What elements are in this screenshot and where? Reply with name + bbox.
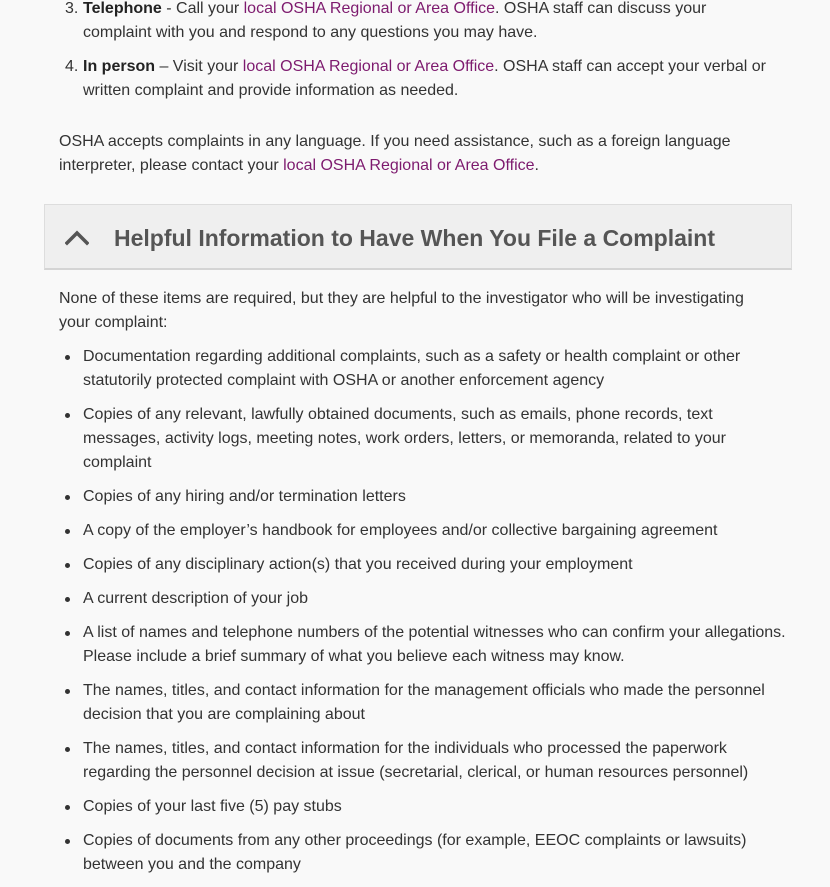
list-item-text: Copies of documents from any other proceedings (for example, EEOC complaints or lawsuits) between you and the company: [83, 832, 747, 873]
bullet-icon: [65, 495, 70, 500]
bullet-icon: [65, 529, 70, 534]
list-item-text: Copies of your last five (5) pay stubs: [83, 798, 342, 815]
chevron-up-icon[interactable]: [65, 225, 89, 249]
list-item-text: The names, titles, and contact information for the individuals who processed the paperwork regarding the personnel decision at issue (secretarial, clerical, or human resources personnel): [83, 740, 749, 781]
filing-methods-list: [59, 0, 779, 113]
list-item: [59, 485, 789, 509]
list-number: 4.: [65, 58, 79, 75]
list-item: [59, 403, 789, 475]
list-item: [59, 345, 789, 393]
bullet-icon: [65, 839, 70, 844]
accordion-header[interactable]: [44, 204, 792, 270]
list-item: [59, 0, 779, 45]
local-office-link[interactable]: local OSHA Regional or Area Office: [283, 157, 535, 174]
bullet-icon: [65, 355, 70, 360]
method-label: Telephone: [83, 0, 162, 17]
method-text: . OSHA staff can discuss your complaint with you and respond to any questions you may have.: [83, 0, 707, 41]
bullet-icon: [65, 597, 70, 602]
local-office-link[interactable]: local OSHA Regional or Area Office: [242, 58, 495, 75]
bullet-icon: [65, 563, 70, 568]
list-item-text: The names, titles, and contact information for the management officials who made the personnel decision that you are complaining about: [83, 682, 765, 723]
list-item: [59, 679, 789, 727]
list-item-text: A current description of your job: [83, 590, 309, 607]
bullet-icon: [65, 747, 70, 752]
list-item-text: Copies of any disciplinary action(s) that you received during your employment: [83, 556, 633, 573]
method-text: - Call your: [161, 0, 244, 17]
accordion-intro: None of these items are required, but they are helpful to the investigator who will be investigating your complaint:: [59, 290, 744, 331]
bullet-icon: [65, 689, 70, 694]
list-item-text: A copy of the employer’s handbook for employees and/or collective bargaining agreement: [83, 522, 718, 539]
helpful-items-list: [59, 345, 789, 887]
list-item: [59, 621, 789, 669]
local-office-link[interactable]: local OSHA Regional or Area Office: [243, 0, 496, 17]
method-label: In person: [83, 58, 156, 75]
bullet-icon: [65, 413, 70, 418]
language-note: [59, 130, 779, 178]
list-item-text: A list of names and telephone numbers of the potential witnesses who can confirm your allegations. Please include a brief summary of what you believe each witness may know.: [83, 624, 786, 665]
list-item: [59, 553, 789, 577]
accordion-title[interactable]: Helpful Information to Have When You File a Complaint: [114, 225, 716, 251]
list-item: [59, 829, 789, 877]
list-item: [59, 737, 789, 785]
list-item: [59, 55, 779, 103]
list-item-text: Copies of any relevant, lawfully obtained documents, such as emails, phone records, text messages, activity logs, meeting notes, work orders, letters, or memoranda, related to your complaint: [83, 406, 726, 471]
list-number: 3.: [65, 0, 79, 17]
bullet-icon: [65, 631, 70, 636]
list-item: [59, 519, 789, 543]
method-text: . OSHA staff can accept your verbal or written complaint and provide information as needed.: [83, 58, 766, 99]
list-item-text: Copies of any hiring and/or termination letters: [83, 488, 406, 505]
bullet-icon: [65, 805, 70, 810]
list-item: [59, 795, 789, 819]
language-note-end: .: [534, 157, 539, 174]
list-item: [59, 587, 789, 611]
method-text: – Visit your: [155, 58, 243, 75]
list-item-text: Documentation regarding additional complaints, such as a safety or health complaint or other statutorily protected complaint with OSHA or another enforcement agency: [83, 348, 741, 389]
language-note-text: OSHA accepts complaints in any language. If you need assistance, such as a foreign language interpreter, please contact your: [59, 133, 731, 174]
